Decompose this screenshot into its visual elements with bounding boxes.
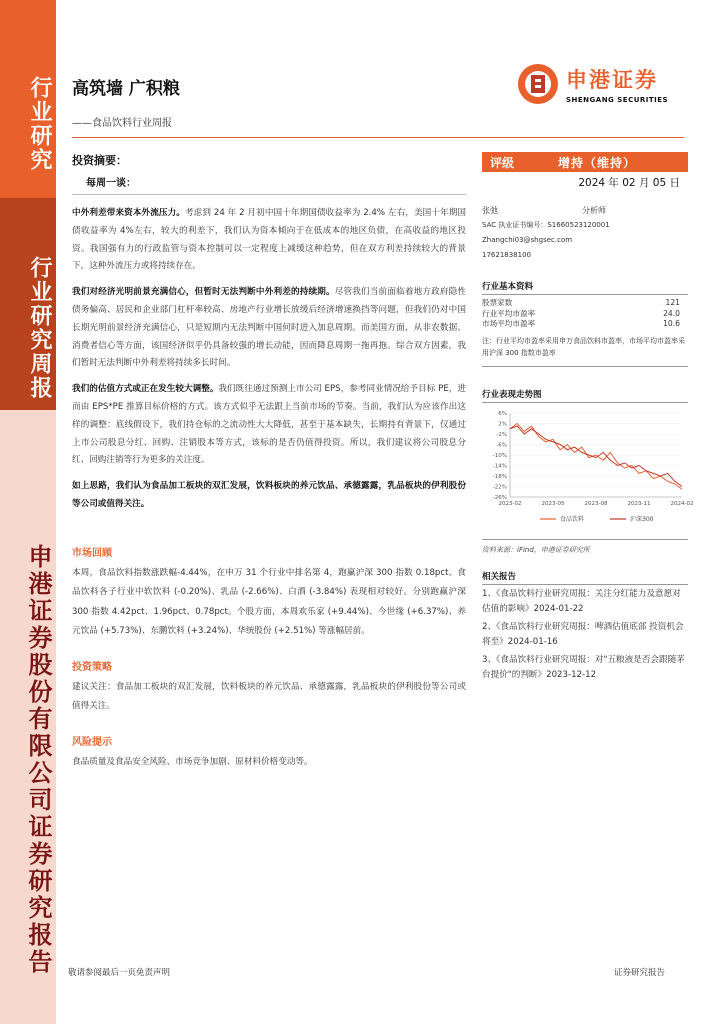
market-review-heading: 市场回顾 [72, 547, 112, 559]
logo-name-en: SHENGANG SECURITIES [566, 96, 669, 104]
report-date: 2024 年 02 月 05 日 [578, 177, 680, 189]
analyst-phone: 17621838100 [482, 251, 531, 259]
analyst-info [482, 203, 688, 263]
chart-y-tick-label: -10% [492, 452, 507, 459]
chart-y-tick-label: -22% [492, 484, 507, 490]
related-reports-list [482, 587, 688, 684]
chart-y-tick-label: -26% [492, 494, 507, 501]
industry-data-label: 股票家数 [482, 298, 513, 307]
chart-y-tick-label: -6% [496, 442, 507, 448]
paragraph-lead: 如上思路，我们认为食品加工板块的双汇发展，饮料板块的养元饮品、承德露露，乳品板块的伊利股份等公司或值得关注。 [72, 481, 466, 509]
chart-legend-label: 沪深300 [630, 515, 654, 523]
summary-paragraph-1 [72, 205, 466, 276]
sidebar-section-weekly: 行业研究周报 [0, 198, 56, 410]
chart-x-tick-label: 2024-02 [670, 500, 694, 507]
industry-data-label: 行业平均市盈率 [482, 308, 536, 318]
logo-icon [516, 62, 560, 106]
paragraph-body: 考虑到 24 年 2 月初中国十年期国债收益率为 2.4% 左右，美国十年期国债收益率为 4%左右，较大的利差下，我们认为资本倾向于在低成本的地区负债，在高收益的地区投资。我国强有力的行政监管与资本控制可以一定程度上减缓这种趋势，但在双方利差持续较大的背景下，这种外流压力或将持续存在。 [72, 208, 466, 272]
chart-y-tick-label: 6% [498, 410, 507, 417]
paragraph-lead: 我们对经济光明前景充满信心，但暂时无法判断中外利差的持续期。 [72, 287, 335, 298]
analyst-sac: SAC 执业证书编号：S1660523120001 [482, 221, 610, 229]
strategy-text: 建议关注：食品加工板块的双汇发展，饮料板块的养元饮品、承德露露，乳品板块的伊利股份等公司或值得关注。 [72, 681, 466, 712]
chart-x-tick-label: 2023-11 [627, 500, 651, 507]
footer-label: 证券研究报告 [614, 968, 666, 978]
sidebar-section-company: 申港证券股份有限公司证券研究报告 [0, 410, 56, 1024]
footer-disclaimer[interactable]: 敬请参阅最后一页免责声明 [68, 968, 171, 978]
summary-paragraph-4 [72, 478, 466, 514]
strategy-heading: 投资策略 [72, 661, 112, 673]
chart-x-tick-label: 2023-02 [498, 500, 522, 507]
industry-data-label: 市场平均市盈率 [482, 319, 536, 328]
divider [72, 194, 466, 195]
risk-text: 食品质量及食品安全风险、市场竞争加剧、原材料价格变动等。 [72, 756, 313, 767]
logo-name-cn: 申港证券 [566, 67, 658, 92]
rating-bar [482, 152, 688, 172]
summary-paragraph-3 [72, 381, 466, 470]
market-review-text: 本周，食品饮料指数涨跌幅-4.44%，在申万 31 个行业中排名第 4，跑赢沪深 300 指数 0.18pct。食品饮料各子行业中软饮料 (-0.20%)、乳品 (-2.66%)、白酒 (-3.84%) 表现相对较好。分别跑赢沪深 300 指数 4.42pct、1.96pct、0.78pct。个股方面，本周欢乐家 (+9.44%)、今世缘 (+6.37%)、养元饮品 (+5.73%)、东鹏饮料 (+3.24%)、华统股份 (+2.51%) 等涨幅居前。 [72, 567, 466, 637]
page-title: 高筑墙 广积粮 [72, 79, 180, 99]
chart-x-tick-label: 2023-08 [584, 500, 608, 507]
page-subtitle: ——食品饮料行业周报 [72, 118, 172, 129]
risk-heading: 风险提示 [72, 736, 112, 748]
chart-title: 行业表现走势图 [482, 388, 688, 403]
chart-legend-label: 食品饮料 [560, 515, 585, 523]
chart-svg [482, 409, 694, 531]
industry-data-row [482, 298, 688, 309]
industry-data-row [482, 309, 688, 320]
industry-data-table [482, 298, 688, 330]
industry-data-note: 注：行业平均市盈率采用申万食品饮料市盈率，市场平均市盈率采用沪深 300 指数市盈率 [482, 335, 688, 367]
related-report-item[interactable]: 1、《食品饮料行业研究周报：关注分红能力及意愿对估值的影响》2024-01-22 [482, 588, 681, 614]
performance-chart [482, 409, 694, 531]
chart-series-line [510, 423, 682, 489]
related-report-item[interactable]: 3、《食品饮料行业研究周报：对"五粮液是否会跟随茅台提价"的判断》2023-12-12 [482, 654, 685, 680]
industry-data-row [482, 319, 688, 330]
company-logo [516, 62, 668, 106]
chart-x-tick-label: 2023-05 [541, 500, 565, 507]
chart-y-tick-label: 2% [498, 421, 507, 427]
analyst-role: 分析师 [582, 206, 606, 215]
rating-value: 增持（维持） [558, 155, 637, 170]
paragraph-lead: 中外利差带来资本外流压力。 [72, 208, 185, 218]
related-report-item[interactable]: 2、《食品饮料行业研究周报：啤酒估值底部 投资机会将至》2024-01-16 [482, 621, 684, 647]
header-divider [72, 137, 684, 138]
paragraph-lead: 我们的估值方式或正在发生较大调整。 [72, 384, 219, 395]
chart-y-tick-label: -18% [492, 473, 507, 480]
analyst-email[interactable]: Zhangchi03@shgsec.com [482, 236, 573, 244]
sidebar-section-research: 行业研究 [0, 0, 56, 198]
sidebar-info [482, 152, 694, 684]
industry-data-value: 121 [665, 298, 680, 307]
chart-source: 资料来源：iFind，申港证券研究所 [482, 539, 688, 555]
weekly-talk-heading: 每周一谈： [86, 178, 136, 189]
chart-y-tick-label: -14% [492, 463, 507, 469]
summary-heading: 投资摘要： [72, 154, 127, 167]
industry-data-value: 10.6 [663, 319, 680, 328]
industry-data-heading: 行业基本资料 [482, 280, 688, 295]
related-reports-heading: 相关报告 [482, 570, 688, 585]
summary-paragraph-2 [72, 284, 466, 373]
paragraph-body: 我们既往通过预测上市公司 EPS，参考同业情况给予目标 PE，进而由 EPS*PE 推算目标价格的方式。该方式似乎无法跟上当前市场的节奏。当前，我们认为应该作出这样的调整：底线假设下，我们持仓标的之流动性大大降低，甚至于基本缺失，长期持有背景下，仅通过上市公司股息分红、回购、注销股本等方式，该标的是否仍值得投资。所以，我们建议将公司股息分红、回购注销等行为更多的关注度。 [72, 384, 466, 466]
chart-y-tick-label: -2% [496, 431, 507, 438]
paragraph-body: 尽管我们当前面临着地方政府隐性债务偏高、居民和企业部门杠杆率较高、房地产行业增长放缓后经济增速换挡等问题，但我们仍对中国长期光明前景经济充满信心，只是短期内无法判断中国何时进入加息周期。而美国方面，从非农数据、消费者信心等方面，该国经济似乎仍具备较强的增长动能，因而降息周期一拖再拖。综合双方因素，我们暂时无法判断中外利差将持续多长时间。 [72, 287, 466, 369]
analyst-name: 张弛 [482, 206, 498, 215]
industry-data-value: 24.0 [663, 308, 680, 318]
rating-label: 评级 [490, 155, 515, 170]
main-content [72, 152, 466, 772]
